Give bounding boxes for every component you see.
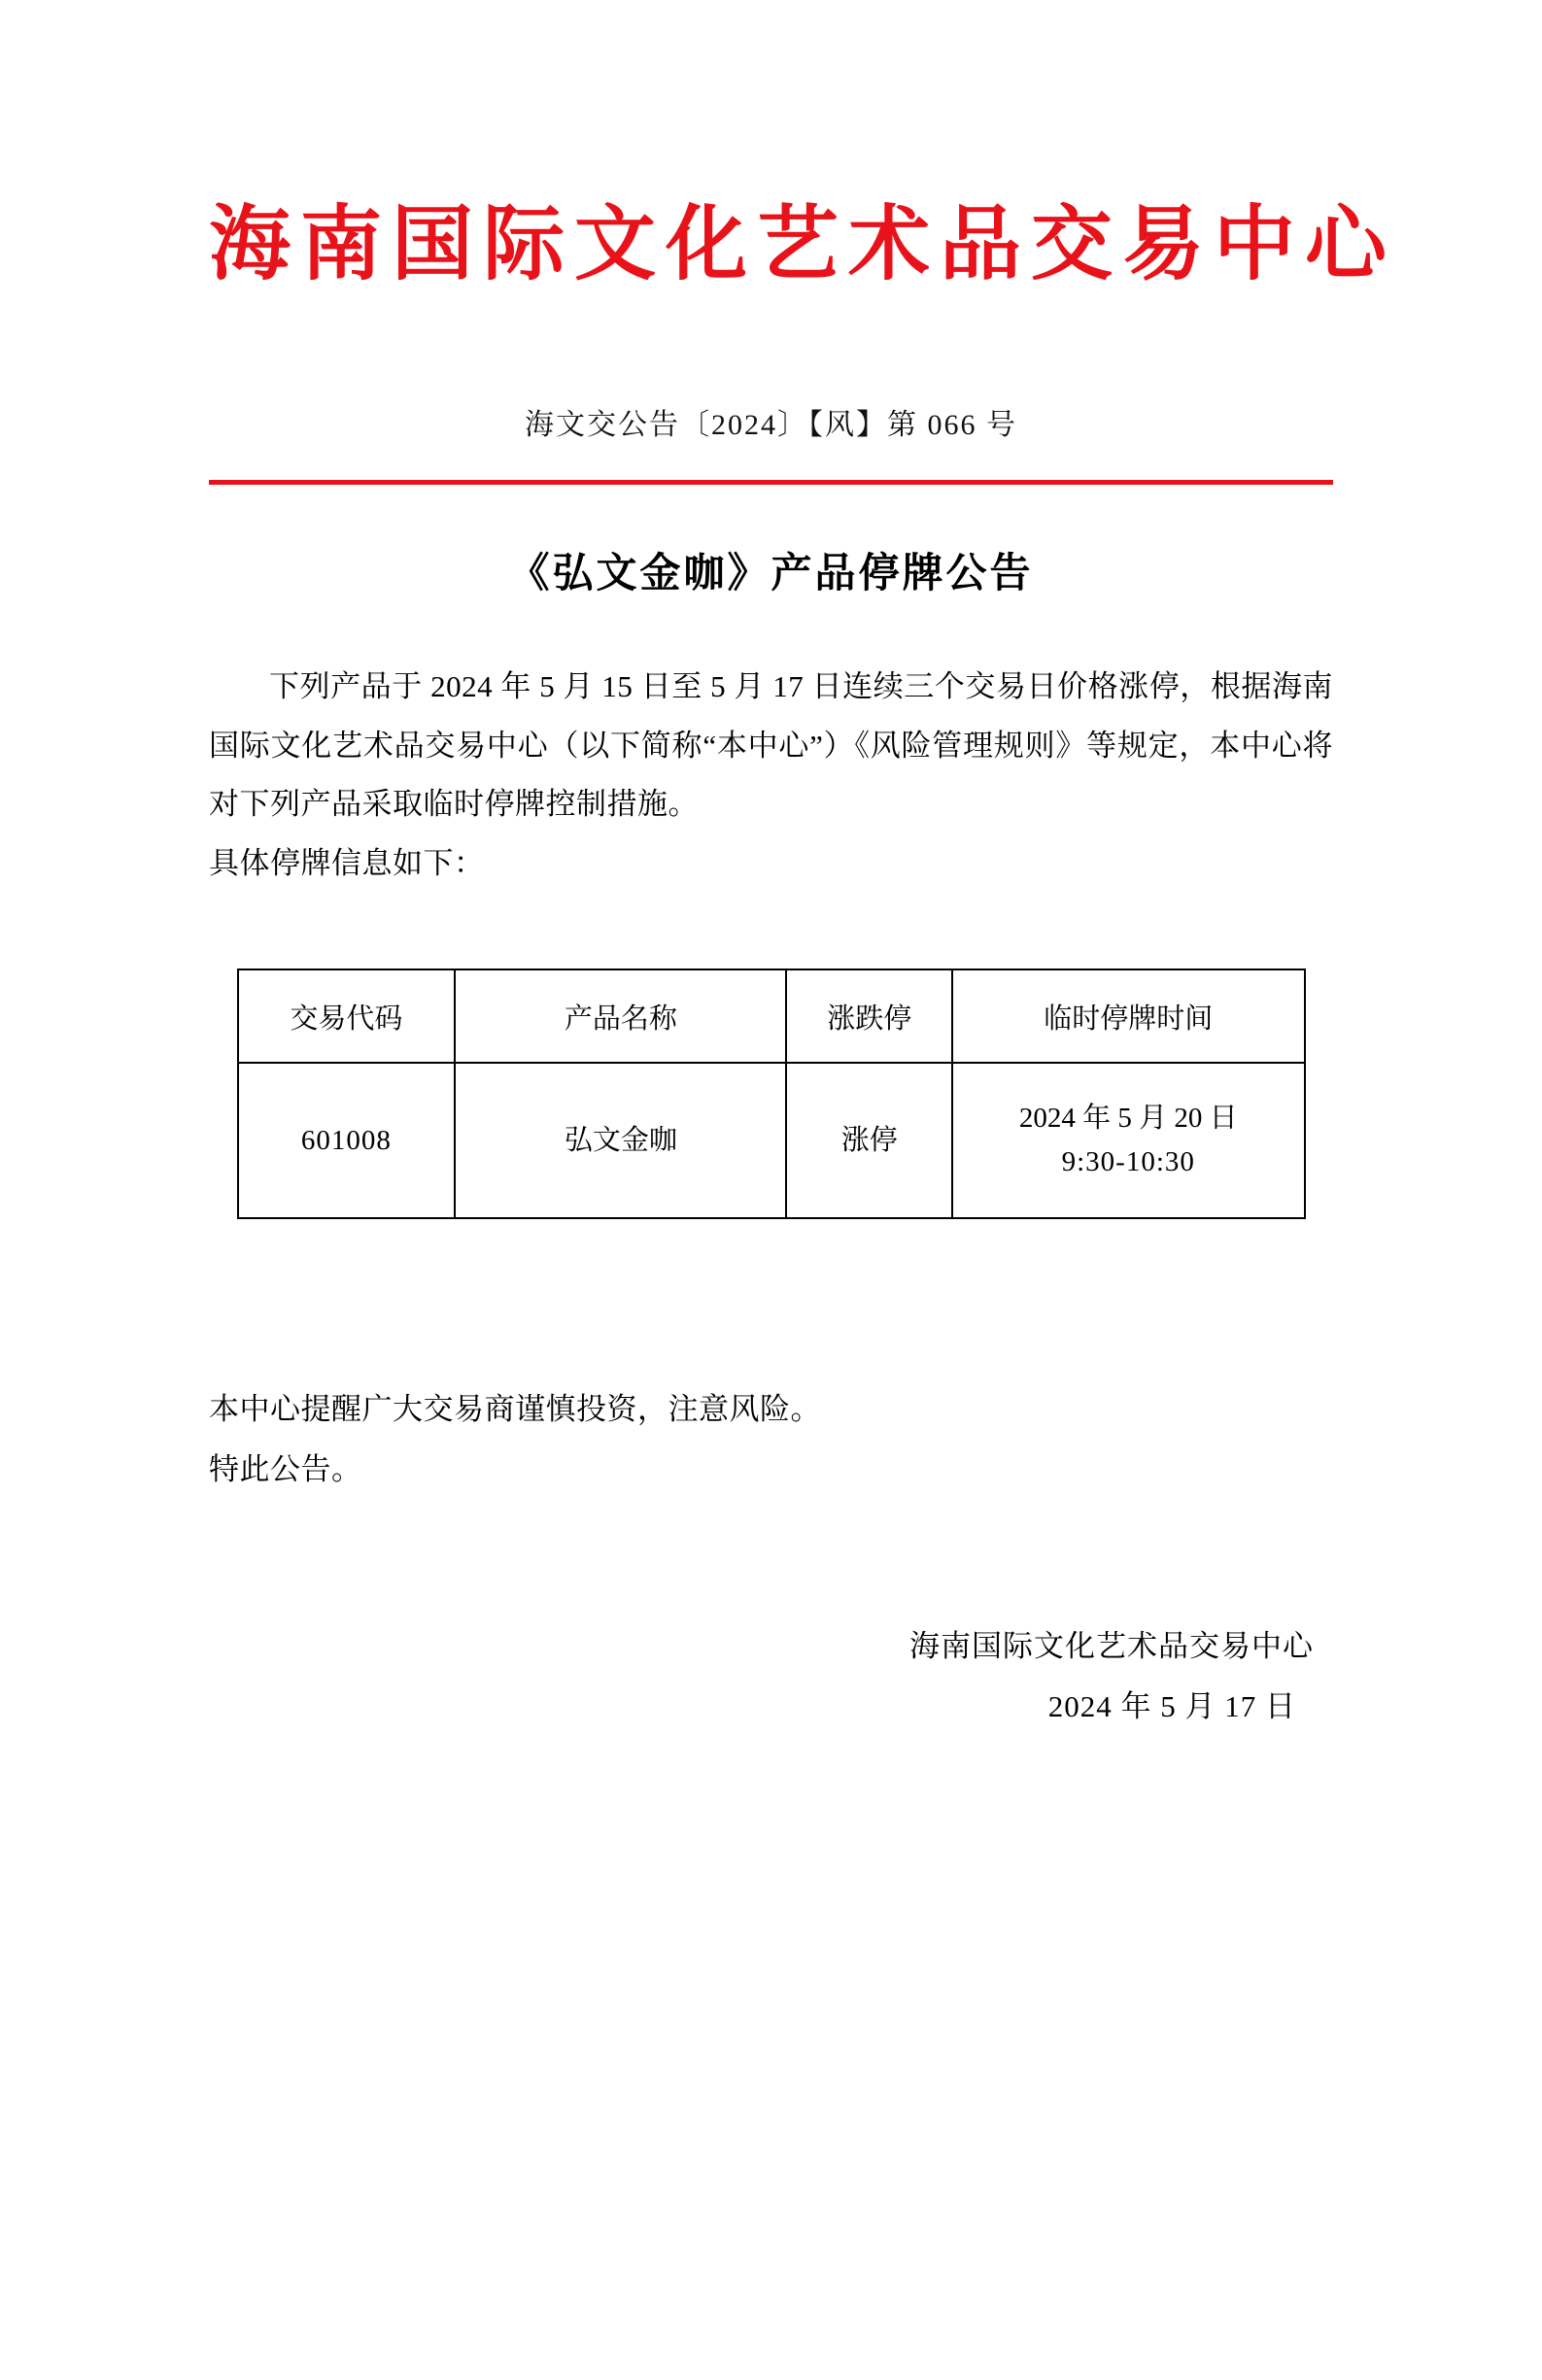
cell-product-name: 弘文金咖 — [455, 1063, 786, 1218]
body-paragraph-2: 具体停牌信息如下： — [209, 845, 485, 880]
signature-block — [209, 1616, 1333, 1737]
organization-masthead: 海南国际文化艺术品交易中心 — [209, 195, 1397, 291]
column-header-name: 产品名称 — [455, 969, 786, 1063]
suspension-time-range: 9:30-10:30 — [1061, 1146, 1195, 1178]
column-header-code: 交易代码 — [238, 969, 456, 1063]
signature-organization: 海南国际文化艺术品交易中心 — [909, 1629, 1314, 1664]
body-text — [209, 658, 1333, 893]
suspension-date: 2024 年 5 月 20 日 — [1018, 1103, 1238, 1135]
body-paragraph-1: 下列产品于 2024 年 5 月 15 日至 5 月 17 日连续三个交易日价格涨停，根据海南国际文化艺术品交易中心（以下简称“本中心”）《风险管理规则》等规定，本中心将对下列产品采取临时停牌控制措施。 — [209, 669, 1333, 822]
announcement-page — [0, 195, 1542, 2380]
suspension-table-wrapper — [209, 969, 1333, 1219]
note-announcement-closing: 特此公告。 — [209, 1452, 362, 1487]
notes-block — [209, 1379, 1333, 1500]
table-header-row — [238, 969, 1305, 1063]
red-divider-rule — [209, 480, 1333, 485]
column-header-limit: 涨跌停 — [786, 969, 952, 1063]
page-title: 《弘文金咖》产品停牌公告 — [508, 549, 1034, 597]
column-header-time: 临时停牌时间 — [952, 969, 1304, 1063]
document-number: 海文交公告〔2024〕【风】第 066 号 — [525, 409, 1017, 442]
signature-date: 2024 年 5 月 17 日 — [1047, 1689, 1296, 1724]
note-risk-warning: 本中心提醒广大交易商谨慎投资，注意风险。 — [209, 1392, 821, 1427]
suspension-table — [237, 969, 1306, 1219]
cell-price-limit: 涨停 — [786, 1063, 952, 1218]
cell-suspension-time — [952, 1063, 1304, 1218]
table-row — [238, 1063, 1305, 1218]
cell-trade-code: 601008 — [238, 1063, 456, 1218]
